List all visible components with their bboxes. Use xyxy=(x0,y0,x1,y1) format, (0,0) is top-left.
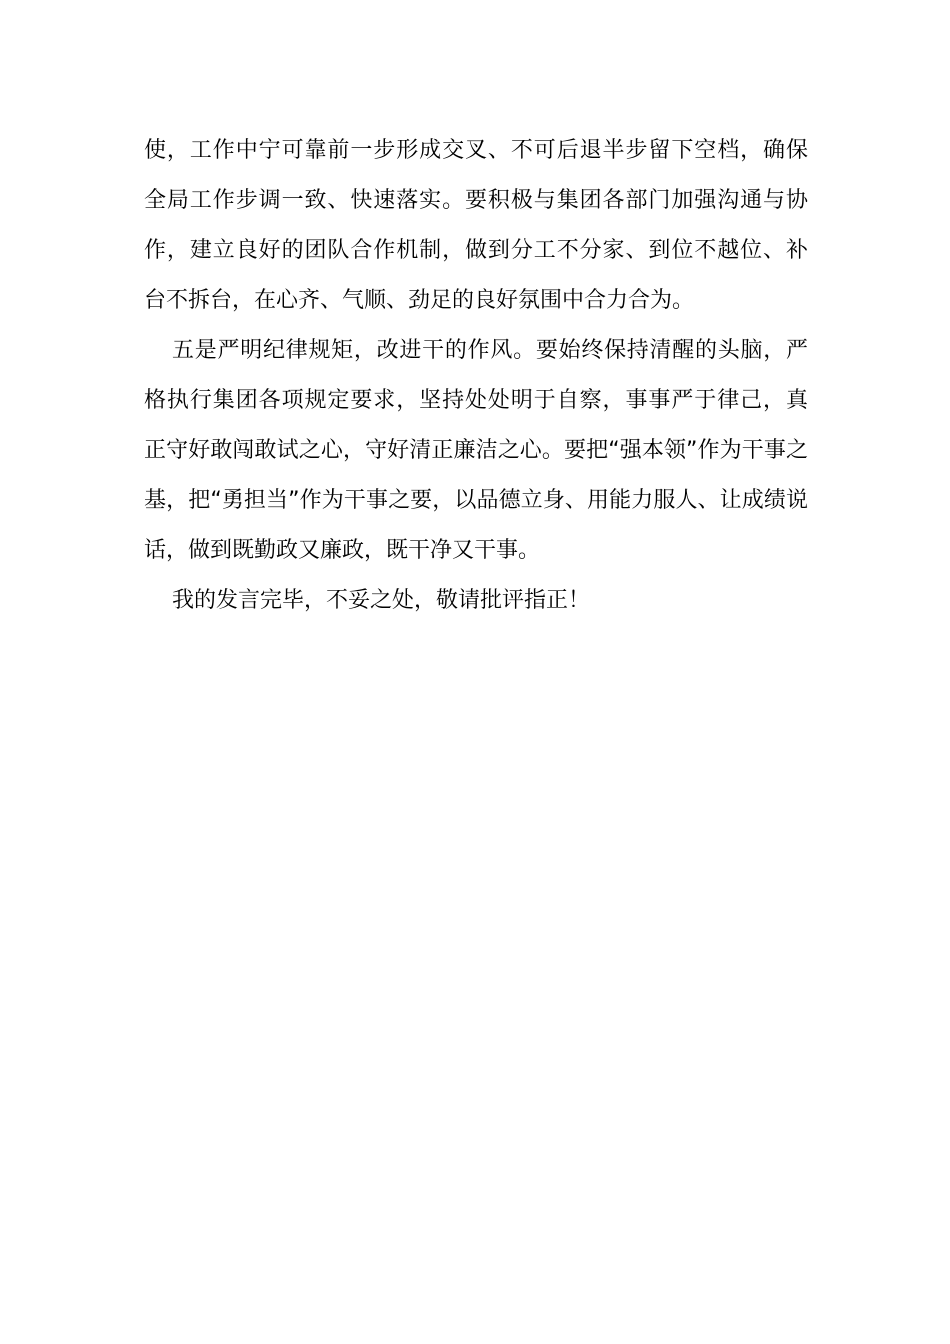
text-line: 作，建立良好的团队合作机制，做到分工不分家、到位不越位、补 xyxy=(144,238,808,263)
text-line: 台不拆台，在心齐、气顺、劲足的良好氛围中合力合为。 xyxy=(144,288,695,313)
text-line: 我的发言完毕，不妥之处，敬请批评指正！ xyxy=(172,588,591,613)
paragraph-closing xyxy=(144,576,808,626)
text-line: 使，工作中宁可靠前一步形成交叉、不可后退半步留下空档，确保 xyxy=(144,138,808,163)
text-line: 正守好敢闯敢试之心，守好清正廉洁之心。要把“强本领”作为干事之 xyxy=(144,438,808,463)
text-line: 格执行集团各项规定要求，坚持处处明于自察，事事严于律己，真 xyxy=(144,388,808,413)
paragraph-discipline xyxy=(144,326,808,576)
document-body xyxy=(144,126,808,626)
text-line: 话，做到既勤政又廉政，既干净又干事。 xyxy=(144,538,541,563)
text-line: 基，把“勇担当”作为干事之要，以品德立身、用能力服人、让成绩说 xyxy=(144,488,808,513)
paragraph-teamwork xyxy=(144,126,808,326)
text-line: 全局工作步调一致、快速落实。要积极与集团各部门加强沟通与协 xyxy=(144,188,808,213)
text-line: 五是严明纪律规矩，改进干的作风。要始终保持清醒的头脑，严 xyxy=(172,338,808,363)
